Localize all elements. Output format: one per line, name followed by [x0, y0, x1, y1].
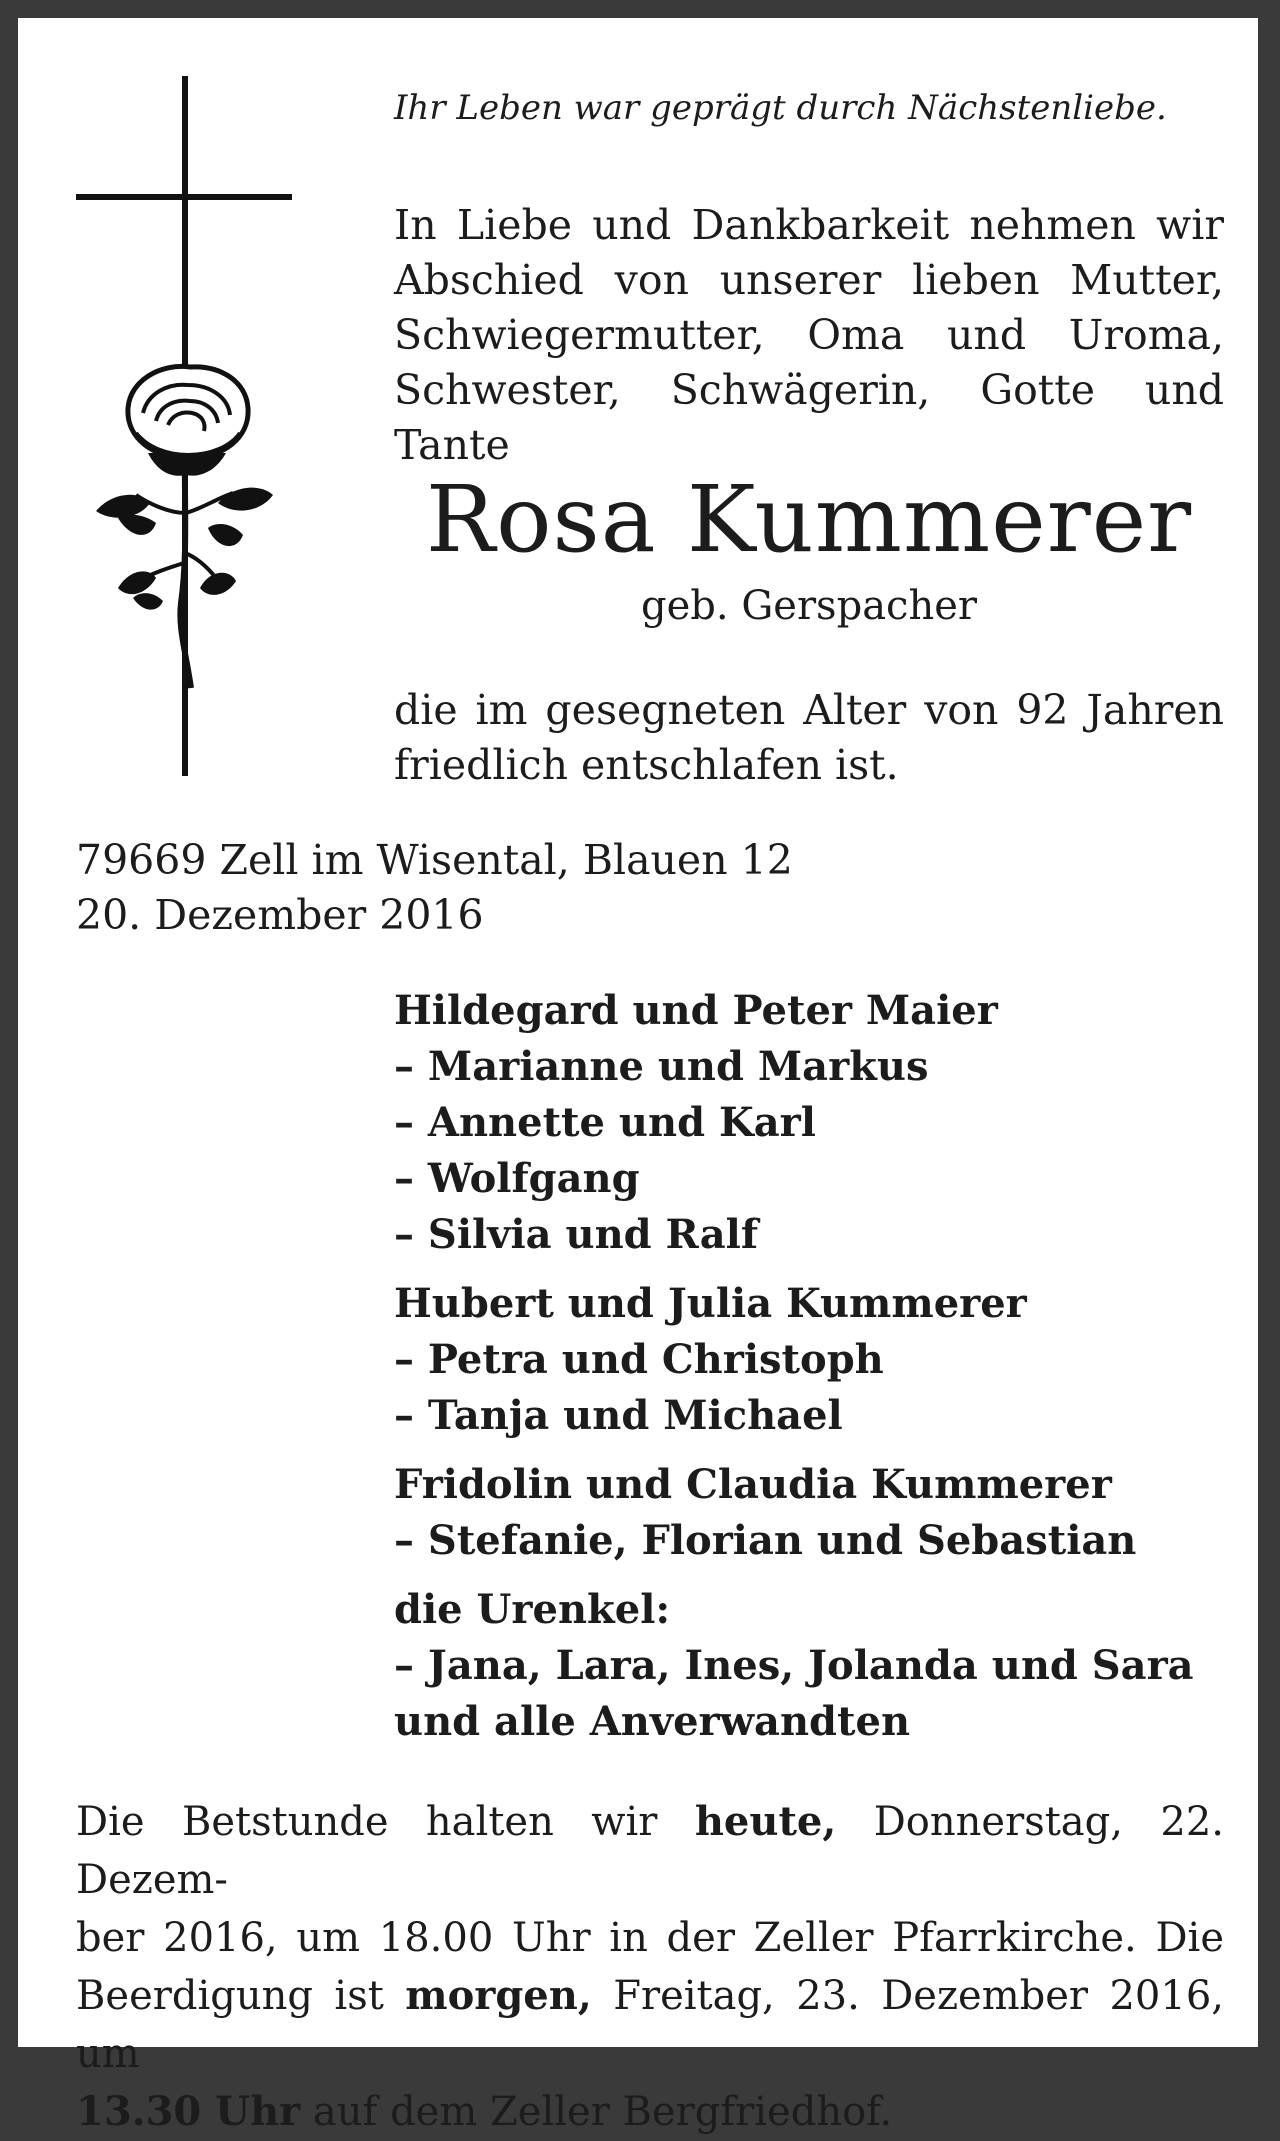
mourner-group	[394, 983, 1194, 1263]
mourner-line: – Silvia und Ralf	[394, 1211, 759, 1258]
age-line: die im gesegneten Alter von 92 Jahren	[394, 686, 1224, 734]
mourner-group	[394, 1276, 1194, 1444]
cross-icon-horizontal	[76, 194, 292, 200]
age-line: friedlich entschlafen ist.	[394, 741, 899, 789]
funeral-line	[76, 1793, 1224, 1909]
funeral-line	[76, 1967, 1224, 2083]
rose-icon	[88, 363, 288, 693]
mourner-line: – Jana, Lara, Ines, Jolanda und Sara	[394, 1642, 1194, 1689]
mourner-line: – Tanja und Michael	[394, 1392, 843, 1439]
deceased-name: Rosa Kummerer	[425, 466, 1193, 573]
mourner-line: – Petra und Christoph	[394, 1336, 884, 1383]
obituary-notice	[18, 18, 1258, 2135]
address: 79669 Zell im Wisental, Blauen 12	[76, 836, 793, 884]
age-paragraph	[394, 683, 1224, 793]
mourner-group	[394, 1582, 1194, 1750]
maiden-name: geb. Gerspacher	[641, 583, 977, 629]
mourner-line: Hildegard und Peter Maier	[394, 987, 998, 1034]
funeral-emphasis: morgen,	[405, 1972, 592, 2019]
funeral-text: ber 2016, um 18.00 Uhr in der Zeller Pfarrkirche. Die	[76, 1915, 1224, 1961]
funeral-text: Freitag, 23. Dezember 2016, um	[76, 1973, 1224, 2077]
funeral-text: Donnerstag, 22. Dezem-	[76, 1799, 1225, 1903]
funeral-details	[76, 1793, 1224, 2141]
mourner-line: und alle Anverwandten	[394, 1698, 911, 1745]
intro-line: In Liebe und Dankbarkeit nehmen wir	[394, 201, 1224, 249]
address-block	[76, 833, 793, 943]
funeral-emphasis: 13.30 Uhr	[76, 2088, 301, 2135]
mourner-line: Hubert und Julia Kummerer	[394, 1280, 1027, 1327]
intro-line: Abschied von unserer lieben Mutter,	[394, 256, 1224, 304]
funeral-line	[76, 1909, 1224, 1967]
funeral-text: auf dem Zeller Bergfriedhof.	[300, 2089, 893, 2135]
mourner-line: Fridolin und Claudia Kummerer	[394, 1461, 1112, 1508]
mourner-group	[394, 1457, 1194, 1569]
funeral-text: Die Betstunde halten wir	[76, 1799, 695, 1845]
funeral-line	[76, 2083, 1224, 2141]
intro-line: Schwiegermutter, Oma und Uroma,	[394, 311, 1224, 359]
mourners-list	[394, 983, 1194, 1763]
notice-date: 20. Dezember 2016	[76, 891, 484, 939]
intro-line: Schwester, Schwägerin, Gotte und Tante	[394, 366, 1224, 469]
mourner-line: die Urenkel:	[394, 1586, 671, 1633]
mourner-line: – Wolfgang	[394, 1155, 640, 1202]
mourner-line: – Stefanie, Florian und Sebastian	[394, 1517, 1137, 1564]
mourner-line: – Marianne und Markus	[394, 1043, 929, 1090]
funeral-text: Beerdigung ist	[76, 1973, 406, 2019]
funeral-emphasis: heute,	[694, 1798, 837, 1845]
mourner-line: – Annette und Karl	[394, 1099, 816, 1146]
intro-paragraph	[394, 198, 1224, 473]
motto-text: Ihr Leben war geprägt durch Nächstenliebe.	[394, 88, 1167, 128]
